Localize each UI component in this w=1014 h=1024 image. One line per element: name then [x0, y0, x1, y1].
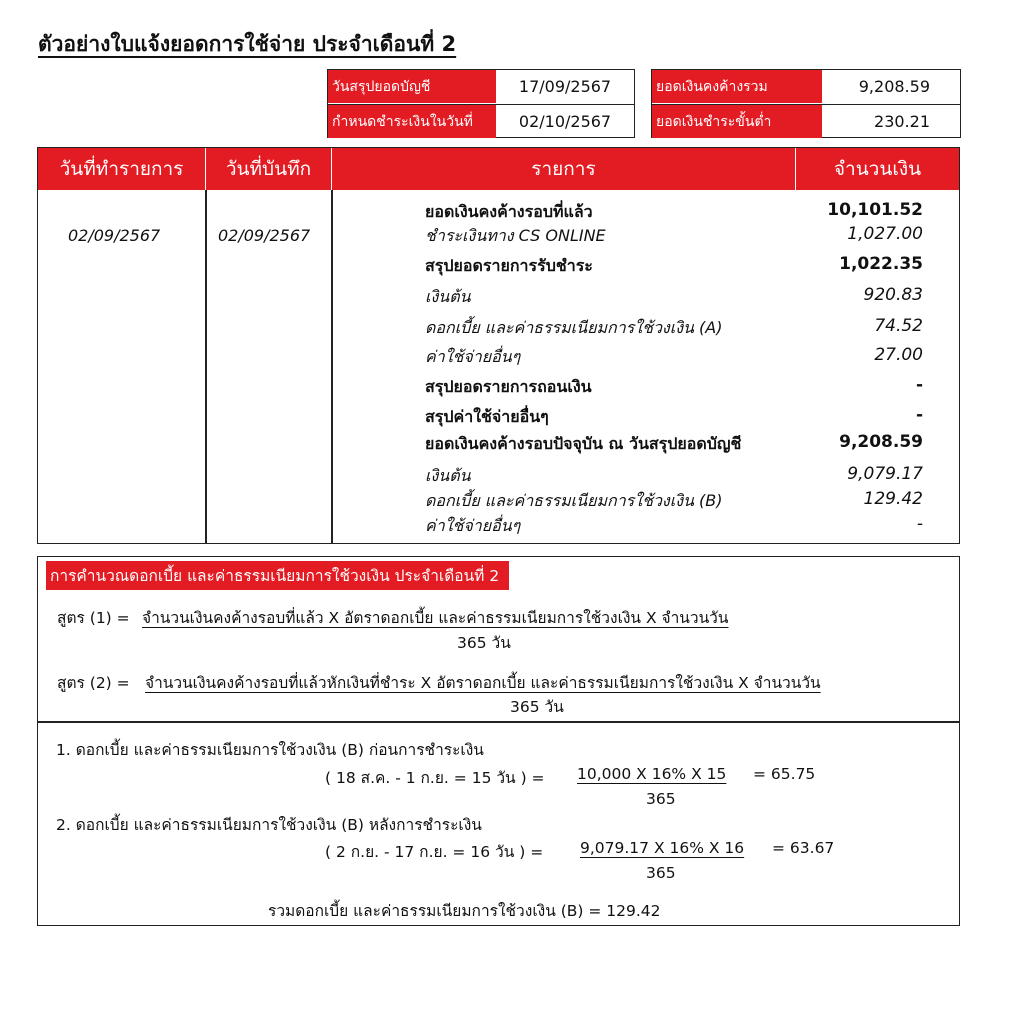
item1-period: ( 18 ส.ค. - 1 ก.ย. = 15 วัน ) = — [325, 769, 545, 787]
formula1-numerator: จำนวนเงินคงค้างรอบที่แล้ว X อัตราดอกเบี้ย และค่าธรรมเนียมการใช้วงเงิน X จำนวนวัน — [142, 609, 729, 627]
line-amount: - — [915, 375, 923, 395]
table-row — [38, 345, 961, 369]
line-desc: สรุปยอดรายการรับชำระ — [425, 256, 593, 275]
table-row — [38, 316, 961, 340]
item1-result: = 65.75 — [753, 765, 816, 783]
table-row — [38, 464, 961, 488]
due-date-value: 02/10/2567 — [518, 112, 612, 131]
line-amount: 9,208.59 — [839, 432, 923, 452]
line-amount: 920.83 — [863, 285, 923, 305]
total-balance-row — [652, 70, 960, 103]
page-title: ตัวอย่างใบแจ้งยอดการใช้จ่าย ประจำเดือนที่ 2 — [38, 32, 457, 56]
formula2-numerator: จำนวนเงินคงค้างรอบที่แล้วหักเงินที่ชำระ X อัตราดอกเบี้ย และค่าธรรมเนียมการใช้วงเงิน X จำนวนวัน — [145, 674, 821, 692]
line-desc: ดอกเบี้ย และค่าธรรมเนียมการใช้วงเงิน (B) — [425, 491, 723, 510]
table-row — [38, 285, 961, 309]
calc-heading: การคำนวณดอกเบี้ย และค่าธรรมเนียมการใช้วงเงิน ประจำเดือนที่ 2 — [46, 561, 509, 590]
statement-date-row — [328, 70, 634, 103]
formula2-denominator: 365 วัน — [510, 698, 564, 716]
min-payment-value: 230.21 — [874, 112, 930, 131]
due-date-row — [328, 104, 634, 138]
line-amount: 1,022.35 — [839, 254, 923, 274]
statement-dates-box — [327, 69, 635, 138]
line-desc: ดอกเบี้ย และค่าธรรมเนียมการใช้วงเงิน (A) — [425, 318, 723, 337]
formula1-label: สูตร (1) = — [57, 609, 130, 627]
formula2-label: สูตร (2) = — [57, 674, 130, 692]
due-date-label: กำหนดชำระเงินในวันที่ — [328, 105, 496, 138]
item2-numerator: 9,079.17 X 16% X 16 — [580, 839, 745, 857]
transaction-date: 02/09/2567 — [68, 226, 161, 245]
total-balance-value: 9,208.59 — [858, 77, 930, 96]
item2-period: ( 2 ก.ย. - 17 ก.ย. = 16 วัน ) = — [325, 843, 544, 861]
min-payment-label: ยอดเงินชำระขั้นต่ำ — [652, 105, 822, 138]
line-amount: 74.52 — [874, 316, 923, 336]
line-desc: สรุปยอดรายการถอนเงิน — [425, 377, 592, 396]
table-row — [38, 432, 961, 456]
line-desc: ค่าใช้จ่ายอื่นๆ — [425, 516, 521, 535]
table-row — [38, 489, 961, 513]
posting-date: 02/09/2567 — [218, 226, 311, 245]
header-posting-date: วันที่บันทึก — [206, 148, 332, 190]
table-header — [38, 148, 959, 190]
line-desc: ยอดเงินคงค้างรอบปัจจุบัน ณ วันสรุปยอดบัญชี — [425, 434, 742, 453]
total-interest: รวมดอกเบี้ย และค่าธรรมเนียมการใช้วงเงิน (B) = 129.42 — [268, 902, 661, 920]
line-desc: ชำระเงินทาง CS ONLINE — [425, 226, 606, 245]
statement-date-value: 17/09/2567 — [518, 77, 612, 96]
table-row — [38, 375, 961, 399]
table-row — [38, 224, 961, 248]
item1-numerator: 10,000 X 16% X 15 — [577, 765, 727, 783]
table-row — [38, 200, 961, 224]
line-desc: ยอดเงินคงค้างรอบที่แล้ว — [425, 202, 593, 221]
line-amount: - — [915, 405, 923, 425]
section-divider — [38, 721, 959, 723]
item2-result: = 63.67 — [772, 839, 835, 857]
header-amount: จำนวนเงิน — [833, 158, 922, 180]
table-row — [38, 514, 961, 538]
line-desc: เงินต้น — [425, 466, 471, 485]
line-desc: สรุปค่าใช้จ่ายอื่นๆ — [425, 407, 549, 426]
header-transaction-date: วันที่ทำรายการ — [38, 148, 206, 190]
table-row — [38, 405, 961, 429]
total-balance-label: ยอดเงินคงค้างรวม — [652, 70, 822, 103]
line-amount: 1,027.00 — [847, 224, 923, 244]
item1-denominator: 365 — [646, 790, 676, 808]
line-amount: - — [916, 514, 923, 534]
line-desc: ค่าใช้จ่ายอื่นๆ — [425, 347, 521, 366]
line-desc: เงินต้น — [425, 287, 471, 306]
min-payment-row — [652, 104, 960, 138]
line-amount: 129.42 — [863, 489, 923, 509]
line-amount: 10,101.52 — [827, 200, 923, 220]
line-amount: 9,079.17 — [847, 464, 923, 484]
transactions-table — [37, 147, 960, 544]
balance-box — [651, 69, 961, 138]
formula1-denominator: 365 วัน — [457, 634, 511, 652]
line-amount: 27.00 — [874, 345, 923, 365]
statement-date-label: วันสรุปยอดบัญชี — [328, 70, 496, 103]
item2-denominator: 365 — [646, 864, 676, 882]
interest-calculation-box — [37, 556, 960, 926]
header-description: รายการ — [332, 148, 796, 190]
item2-title: 2. ดอกเบี้ย และค่าธรรมเนียมการใช้วงเงิน (B) หลังการชำระเงิน — [56, 816, 482, 834]
table-row — [38, 254, 961, 278]
item1-title: 1. ดอกเบี้ย และค่าธรรมเนียมการใช้วงเงิน (B) ก่อนการชำระเงิน — [56, 741, 484, 759]
